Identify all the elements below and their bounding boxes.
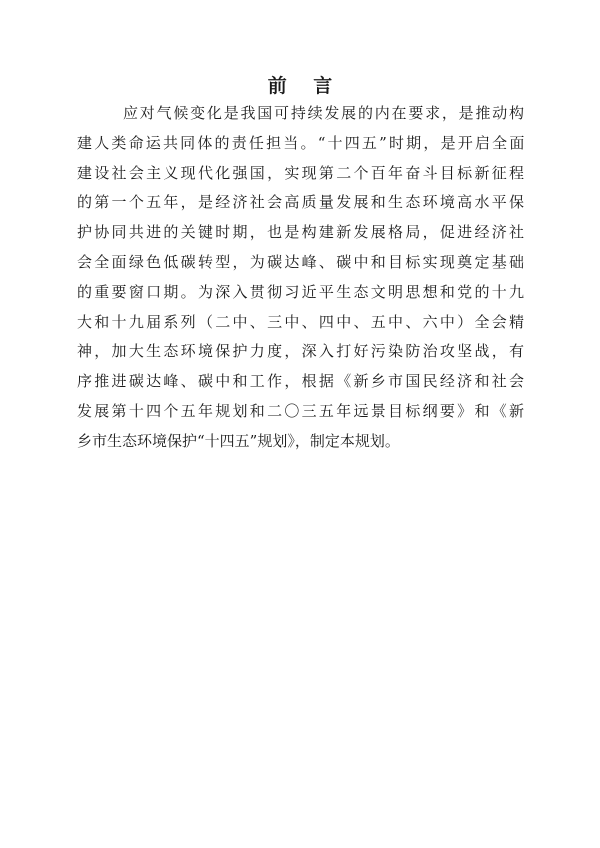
- paragraph-line: 建设社会主义现代化强国，实现第二个百年奋斗目标新征程: [77, 163, 527, 182]
- paragraph-line: 大和十九届系列（二中、三中、四中、五中、六中）全会精: [77, 312, 527, 331]
- paragraph-line: 应对气候变化是我国可持续发展的内在要求，是推动构: [123, 104, 526, 122]
- paragraph-line: 神，加大生态环境保护力度，深入打好污染防治攻坚战，有: [77, 342, 527, 361]
- paragraph-line: 的第一个五年，是经济社会高质量发展和生态环境高水平保: [77, 193, 527, 212]
- paragraph-line: 会全面绿色低碳转型，为碳达峰、碳中和目标实现奠定基础: [77, 253, 527, 271]
- paragraph-line: 建人类命运共同体的责任担当。“十四五”时期，是开启全面: [77, 133, 527, 152]
- paragraph-line: 发展第十四个五年规划和二〇三五年远景目标纲要》和《新: [77, 402, 527, 420]
- paragraph-line: 护协同共进的关键时期，也是构建新发展格局，促进经济社: [77, 223, 527, 242]
- paragraph-line: 序推进碳达峰、碳中和工作，根据《新乡市国民经济和社会: [77, 372, 527, 391]
- page-title: 前 言: [267, 75, 343, 97]
- paragraph-line: 的重要窗口期。为深入贯彻习近平生态文明思想和党的十九: [77, 282, 527, 301]
- paragraph-line: 乡市生态环境保护“十四五”规划》，制定本规划。: [77, 431, 400, 450]
